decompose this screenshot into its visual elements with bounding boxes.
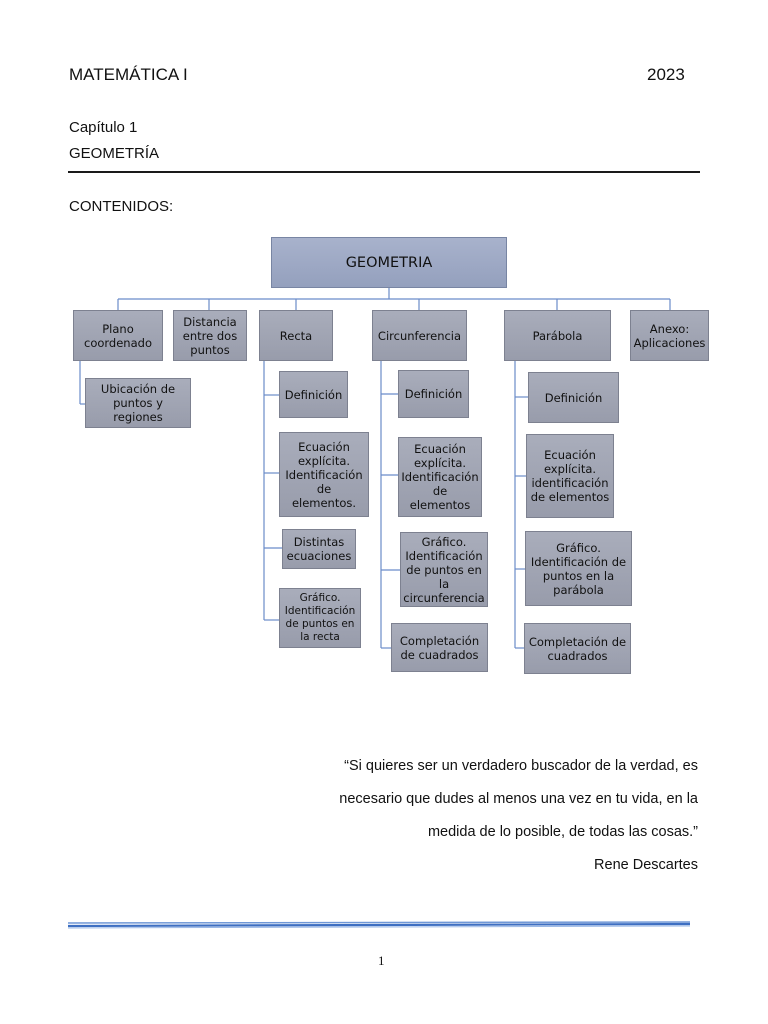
node-parabola-child: Ecuación explícita. identificación de elementos bbox=[526, 434, 614, 518]
node-recta-child: Ecuación explícita. Identificación de elementos. bbox=[279, 432, 369, 517]
year: 2023 bbox=[647, 65, 685, 84]
node-recta-child: Gráfico. Identificación de puntos en la recta bbox=[279, 588, 361, 648]
node-recta: Recta bbox=[259, 310, 333, 361]
diagram-root: GEOMETRIA bbox=[271, 237, 507, 288]
quote-line-1: “Si quieres ser un verdadero buscador de la verdad, es bbox=[344, 758, 698, 774]
footer-rule bbox=[66, 918, 692, 932]
node-plano-child: Ubicación de puntos y regiones bbox=[85, 378, 191, 428]
page-number: 1 bbox=[378, 953, 385, 968]
node-recta-child: Definición bbox=[279, 371, 348, 418]
node-plano: Plano coordenado bbox=[73, 310, 163, 361]
node-circunferencia-child: Ecuación explícita. Identificación de elementos bbox=[398, 437, 482, 517]
chapter-topic: GEOMETRÍA bbox=[69, 145, 160, 162]
node-circunferencia-child: Definición bbox=[398, 370, 469, 418]
node-distancia: Distancia entre dos puntos bbox=[173, 310, 247, 361]
quote-line-2: necesario que dudes al menos una vez en tu vida, en la bbox=[339, 791, 698, 807]
course-title: MATEMÁTICA I bbox=[69, 65, 188, 84]
node-circunferencia: Circunferencia bbox=[372, 310, 467, 361]
chapter-label: Capítulo 1 bbox=[69, 119, 138, 136]
quote-line-3: medida de lo posible, de todas las cosas.” bbox=[427, 824, 698, 840]
node-parabola-child: Completación de cuadrados bbox=[524, 623, 631, 674]
node-parabola-child: Definición bbox=[528, 372, 619, 423]
contents-label: CONTENIDOS: bbox=[69, 198, 174, 215]
node-anexo: Anexo: Aplicaciones bbox=[630, 310, 709, 361]
node-recta-child: Distintas ecuaciones bbox=[282, 529, 356, 569]
node-parabola-child: Gráfico. Identificación de puntos en la parábola bbox=[525, 531, 632, 606]
node-parabola: Parábola bbox=[504, 310, 611, 361]
node-circunferencia-child: Gráfico. Identificación de puntos en la circunferencia bbox=[400, 532, 488, 607]
node-circunferencia-child: Completación de cuadrados bbox=[391, 623, 488, 672]
quote-author: Rene Descartes bbox=[594, 857, 698, 873]
